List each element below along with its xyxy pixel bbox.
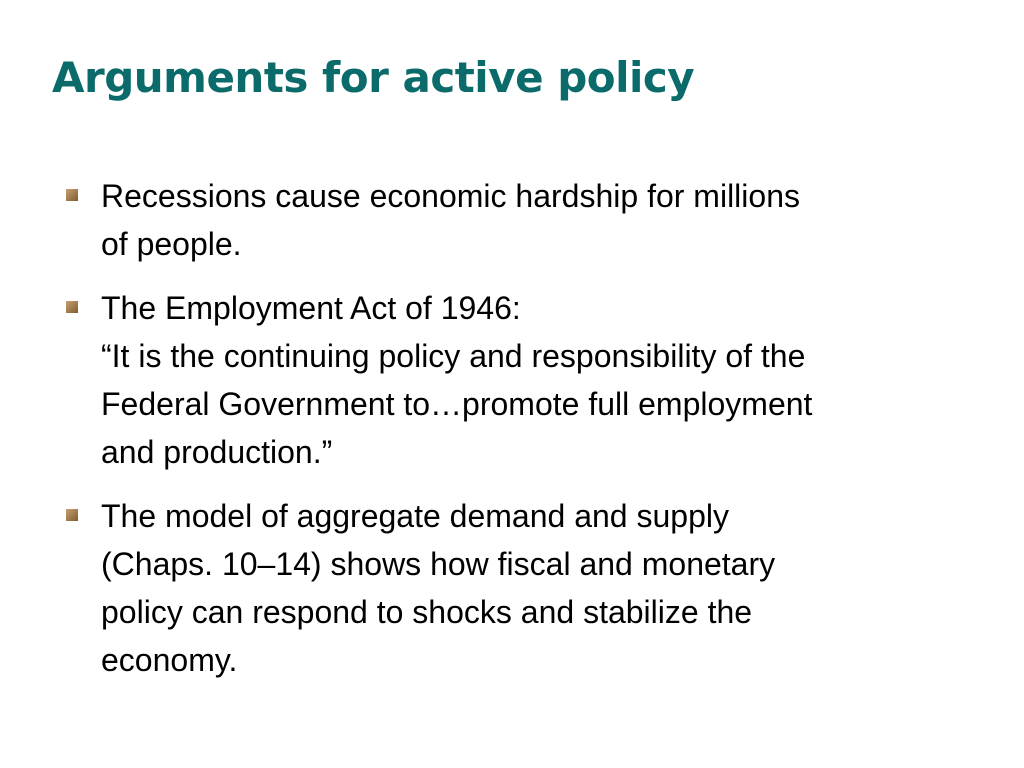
- bullet-text-line: of people.: [101, 226, 242, 262]
- square-bullet-icon: [66, 189, 78, 201]
- bullet-list: [64, 172, 984, 700]
- bullet-text-line: The model of aggregate demand and supply: [101, 498, 729, 534]
- bullet-item-employment-act: [64, 284, 984, 476]
- bullet-text-line: The Employment Act of 1946:: [101, 290, 521, 326]
- bullet-text-line: and production.”: [101, 434, 333, 470]
- bullet-item-ad-as-model: [64, 492, 984, 684]
- bullet-text-line: Recessions cause economic hardship for millions: [101, 178, 800, 214]
- square-bullet-icon: [66, 301, 78, 313]
- bullet-text-line: “It is the continuing policy and responsibility of the: [101, 338, 806, 374]
- square-bullet-icon: [66, 509, 78, 521]
- bullet-text-line: (Chaps. 10–14) shows how fiscal and monetary: [101, 546, 776, 582]
- bullet-text-line: Federal Government to…promote full employment: [101, 386, 813, 422]
- bullet-text-line: policy can respond to shocks and stabilize the: [101, 594, 753, 630]
- slide-title: Arguments for active policy: [52, 53, 695, 102]
- bullet-item-recessions: [64, 172, 984, 268]
- bullet-text-line: economy.: [101, 642, 238, 678]
